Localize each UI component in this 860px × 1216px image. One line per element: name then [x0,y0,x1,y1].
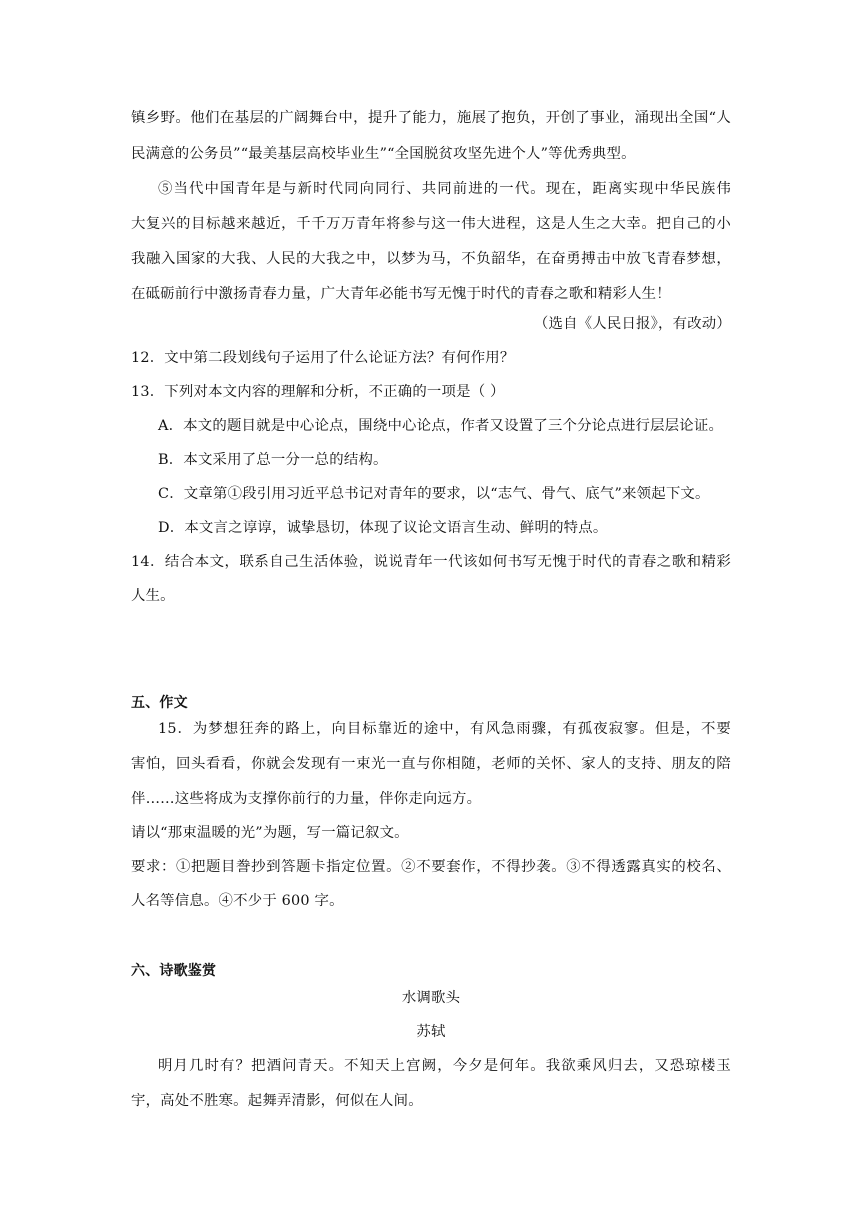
passage-p5-line3: 我融入国家的大我、人民的大我之中，以梦为马，不负韶华，在奋勇搏击中放飞青春梦想， [131,251,731,267]
question-13-option-d: D．本文言之谆谆，诚挚恳切，体现了议论文语言生动、鲜明的特点。 [158,520,608,536]
essay-prompt-line3: 伴……这些将成为支撑你前行的力量，伴你走向远方。 [131,791,482,807]
passage-p5-line4: 在砥砺前行中激扬青春力量，广大青年必能书写无愧于时代的青春之歌和精彩人生！ [131,286,671,302]
section6-heading: 六、诗歌鉴赏 [131,963,217,979]
essay-prompt-line2: 害怕，回头看看，你就会发现有一束光一直与你相随，老师的关怀、家人的支持、朋友的陪 [131,756,731,772]
poem-author: 苏轼 [416,1024,446,1040]
essay-requirements-line2: 人名等信息。④不少于 600 字。 [131,893,344,909]
essay-task: 请以“那束温暖的光”为题，写一篇记叙文。 [131,825,409,841]
essay-prompt-line1: 15．为梦想狂奔的路上，向目标靠近的途中，有风急雨骤，有孤夜寂寥。但是，不要 [158,721,731,737]
poem-title: 水调歌头 [401,990,461,1006]
passage-source: （选自《人民日报》，有改动） [533,316,731,332]
question-13-option-c: C．文章第①段引用习近平总书记对青年的要求，以“志气、骨气、底气”来领起下文。 [158,486,710,502]
poem-line1: 明月几时有？把酒问青天。不知天上宫阙，今夕是何年。我欲乘风归去，又恐琼楼玉 [158,1058,731,1074]
essay-requirements-line1: 要求：①把题目誊抄到答题卡指定位置。②不要套作，不得抄袭。③不得透露真实的校名、 [131,859,731,875]
question-13-option-b: B．本文采用了总一分一总的结构。 [158,452,388,468]
passage-p5-line1: ⑤当代中国青年是与新时代同向同行、共同前进的一代。现在，距离实现中华民族伟 [158,181,731,197]
poem-line2: 宇，高处不胜寒。起舞弄清影，何似在人间。 [131,1093,423,1109]
question-13-option-a: A．本文的题目就是中心论点，围绕中心论点，作者又设置了三个分论点进行层层论证。 [158,418,724,434]
question-14-line2: 人生。 [131,588,175,604]
passage-p4-line1: 镇乡野。他们在基层的广阔舞台中，提升了能力，施展了抱负，开创了事业，涌现出全国“人 [131,110,731,126]
question-12: 12．文中第二段划线句子运用了什么论证方法？有何作用？ [131,350,515,366]
question-14-line1: 14．结合本文，联系自己生活体验，说说青年一代该如何书写无愧于时代的青春之歌和精彩 [131,554,731,570]
section5-heading: 五、作文 [131,695,188,711]
passage-p4-line2: 民满意的公务员”“最美基层高校毕业生”“全国脱贫攻坚先进个人”等优秀典型。 [131,146,636,162]
question-13: 13．下列对本文内容的理解和分析，不正确的一项是（ ） [131,384,505,400]
passage-p5-line2: 大复兴的目标越来越近，千千万万青年将参与这一伟大进程，这是人生之大幸。把自己的小 [131,216,731,232]
